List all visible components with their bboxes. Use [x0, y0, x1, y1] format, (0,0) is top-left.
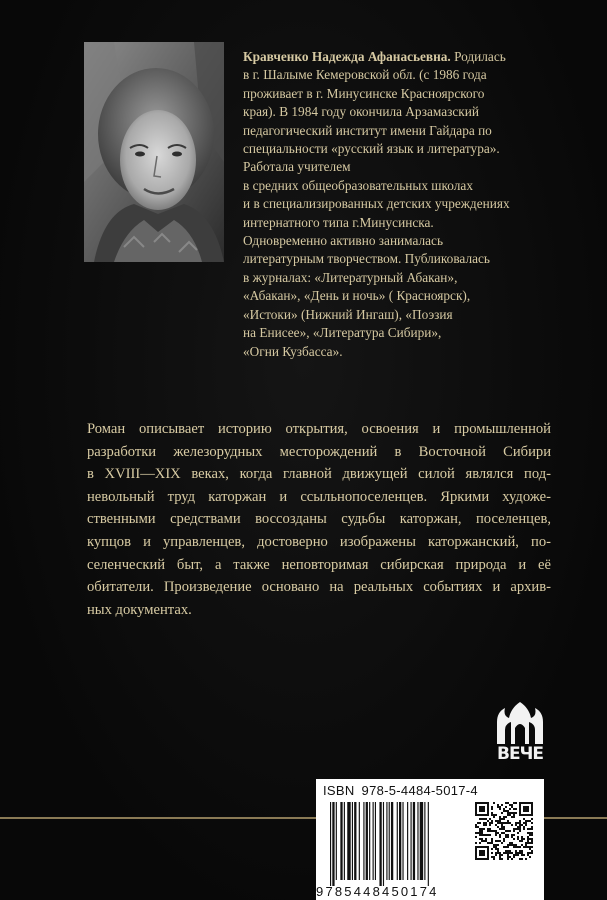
bio-line: специальности «русский язык и литература». — [243, 141, 500, 157]
bio-line: Работала учителем — [243, 159, 351, 175]
bio-line: «Огни Кузбасса». — [243, 343, 343, 359]
barcode-bars — [328, 802, 468, 886]
bio-line: Кравченко Надежда Афанасьевна. Родилась — [243, 49, 506, 64]
bio-line: «Истоки» (Нижний Ингаш), «Поэзия — [243, 306, 453, 322]
isbn-label: ISBN — [323, 783, 355, 798]
annotation-line: разработки железорудных месторождений в Восточной Сибири — [87, 443, 551, 460]
bio-line: педагогический институт имени Гайдара по — [243, 122, 492, 138]
isbn-line — [323, 783, 478, 798]
author-name: Кравченко Надежда Афанасьевна. — [243, 49, 451, 64]
publisher-logo — [491, 700, 549, 770]
bio-line: и в специализированных детских учреждениях — [243, 196, 510, 212]
bio-line: в г. Шалыме Кемеровской обл. (с 1986 года — [243, 67, 487, 83]
annotation-line: селенческий быт, а также неповторимая сибирская природа и её — [87, 556, 551, 573]
bio-line: Одновременно активно занималась — [243, 233, 444, 249]
qr-code — [473, 800, 535, 862]
isbn-number: 978-5-4484-5017-4 — [361, 783, 478, 798]
annotation-line: купцов и управленцев, достоверно изображены каторжанский, по- — [87, 533, 551, 550]
publisher-emblem-icon — [491, 700, 549, 748]
bio-line: «Абакан», «День и ночь» ( Красноярск), — [243, 288, 471, 304]
annotation-line: в XVIII—XIX веках, когда главной движущей силой являлся под- — [87, 466, 551, 483]
author-bio — [243, 48, 573, 361]
annotation-line: ных документах. — [87, 601, 192, 618]
barcode-rest-digits: 785448450174 — [325, 884, 439, 899]
bio-line: литературным творчеством. Публиковалась — [243, 251, 490, 267]
bio-line: интернатного типа г.Минусинска. — [243, 214, 434, 230]
bio-line: проживает в г. Минусинске Красноярского — [243, 85, 485, 101]
barcode-digits — [316, 884, 476, 899]
barcode-first-digit: 9 — [316, 884, 326, 899]
book-annotation — [87, 418, 551, 621]
bio-line: на Енисее», «Литература Сибири», — [243, 325, 442, 341]
annotation-line: Роман описывает историю открытия, освоения и промышленной — [87, 421, 551, 437]
annotation-line: обитатели. Произведение основано на реальных событиях и архив- — [87, 579, 551, 596]
author-photo — [84, 42, 224, 262]
annotation-line: невольный труд каторжан и ссыльнопоселенцев. Яркими художе- — [87, 488, 551, 505]
annotation-line: ственными средствами воссозданы судьбы каторжан, поселенцев, — [87, 511, 551, 528]
publisher-name: ВЕЧЕ — [497, 744, 543, 764]
bio-line: в средних общеобразовательных школах — [243, 177, 473, 193]
bio-line: края). В 1984 году окончила Арзамазский — [243, 104, 479, 120]
bio-line: в журналах: «Литературный Абакан», — [243, 269, 458, 285]
